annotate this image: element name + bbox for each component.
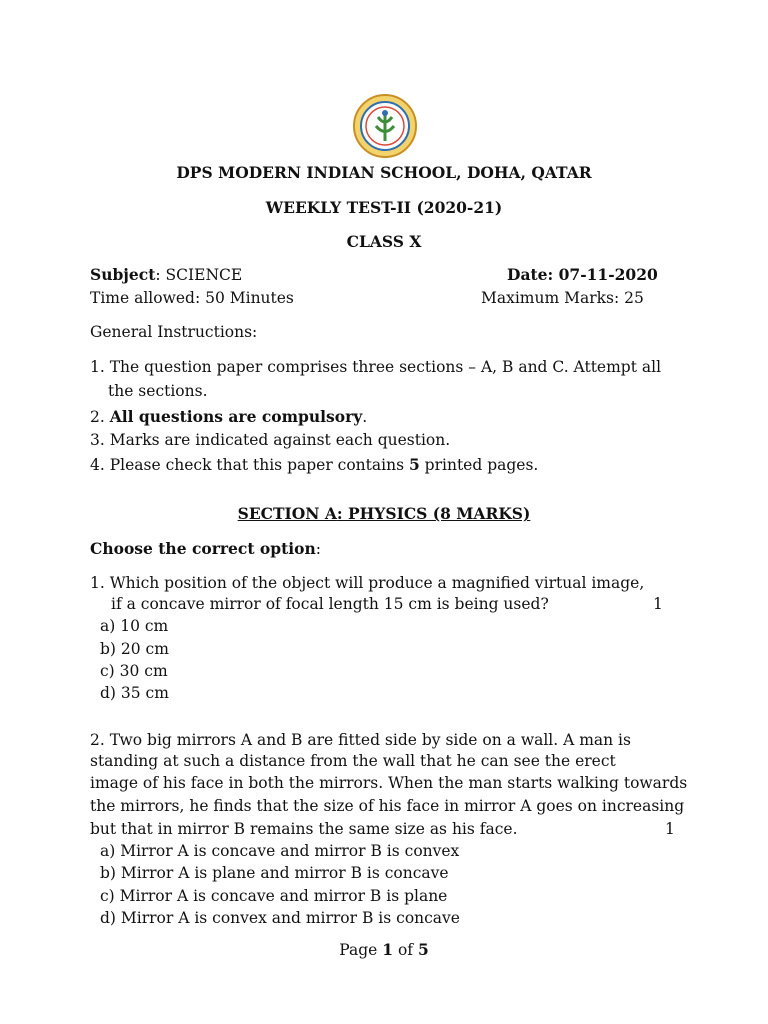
subject-value: : SCIENCE [155, 266, 243, 284]
choose-bold: Choose the correct option [90, 539, 316, 558]
class-title: CLASS X [346, 232, 422, 251]
q2-option-c: c) Mirror A is concave and mirror B is plane [100, 887, 448, 905]
instruction-4-pre: 4. Please check that this paper contains [90, 456, 409, 474]
instruction-1-cont: the sections. [108, 382, 208, 400]
instruction-4-bold: 5 [408, 455, 420, 474]
q2-line-4: the mirrors, he finds that the size of his face in mirror A goes on increasing [90, 797, 685, 815]
q2-line-3: image of his face in both the mirrors. When the man starts walking towards [90, 774, 688, 792]
q1-marks: 1 [653, 595, 663, 613]
section-heading [0, 504, 768, 523]
date-label: Date [507, 265, 548, 284]
q2-option-b: b) Mirror A is plane and mirror B is concave [100, 864, 449, 882]
section-title-b: : PHYSICS (8 MARKS) [336, 504, 531, 523]
instruction-2 [90, 407, 367, 426]
page-number [0, 940, 768, 959]
page-current: 1 [382, 940, 394, 959]
q1-option-d: d) 35 cm [100, 684, 169, 702]
date-value: : 07-11-2020 [547, 265, 658, 284]
choose-end: : [315, 540, 321, 558]
q1-option-a: a) 10 cm [100, 617, 169, 635]
q2-option-d: d) Mirror A is convex and mirror B is concave [100, 909, 460, 927]
date-line [507, 265, 658, 284]
subject-line [90, 265, 242, 284]
subject-label: Subject [90, 265, 156, 284]
q2-line-5: but that in mirror B remains the same size as his face. [90, 820, 518, 838]
page-mid: of [393, 941, 418, 959]
test-title: WEEKLY TEST-II (2020-21) [265, 198, 503, 217]
q2-option-a: a) Mirror A is concave and mirror B is convex [100, 842, 460, 860]
instruction-2-end: . [362, 408, 368, 426]
q2-line-1: 2. Two big mirrors A and B are fitted side by side on a wall. A man is [90, 731, 631, 749]
school-name: DPS MODERN INDIAN SCHOOL, DOHA, QATAR [176, 163, 592, 182]
q2-line-2: standing at such a distance from the wall that he can see the erect [90, 752, 616, 770]
instruction-2-bold: All questions are compulsory [109, 407, 363, 426]
page-total: 5 [417, 940, 429, 959]
choose-instruction [90, 539, 321, 558]
instruction-4-post: printed pages. [419, 456, 539, 474]
time-allowed: Time allowed: 50 Minutes [90, 289, 294, 307]
q1-line-1: 1. Which position of the object will produce a magnified virtual image, [90, 574, 645, 592]
q1-line-2: if a concave mirror of focal length 15 cm is being used? [111, 595, 549, 613]
instructions-title: General Instructions: [90, 323, 258, 341]
q2-marks: 1 [665, 820, 675, 838]
section-title-a: SECTION A [237, 504, 337, 523]
maximum-marks: Maximum Marks: 25 [481, 289, 644, 307]
instruction-2-num: 2. [90, 408, 110, 426]
page-pre: Page [339, 941, 383, 959]
q1-option-c: c) 30 cm [100, 662, 168, 680]
instruction-3: 3. Marks are indicated against each question. [90, 431, 451, 449]
instruction-4 [90, 455, 538, 474]
q1-option-b: b) 20 cm [100, 640, 169, 658]
instruction-1: 1. The question paper comprises three sections – A, B and C. Attempt all [90, 358, 662, 376]
school-emblem-icon [352, 93, 418, 159]
